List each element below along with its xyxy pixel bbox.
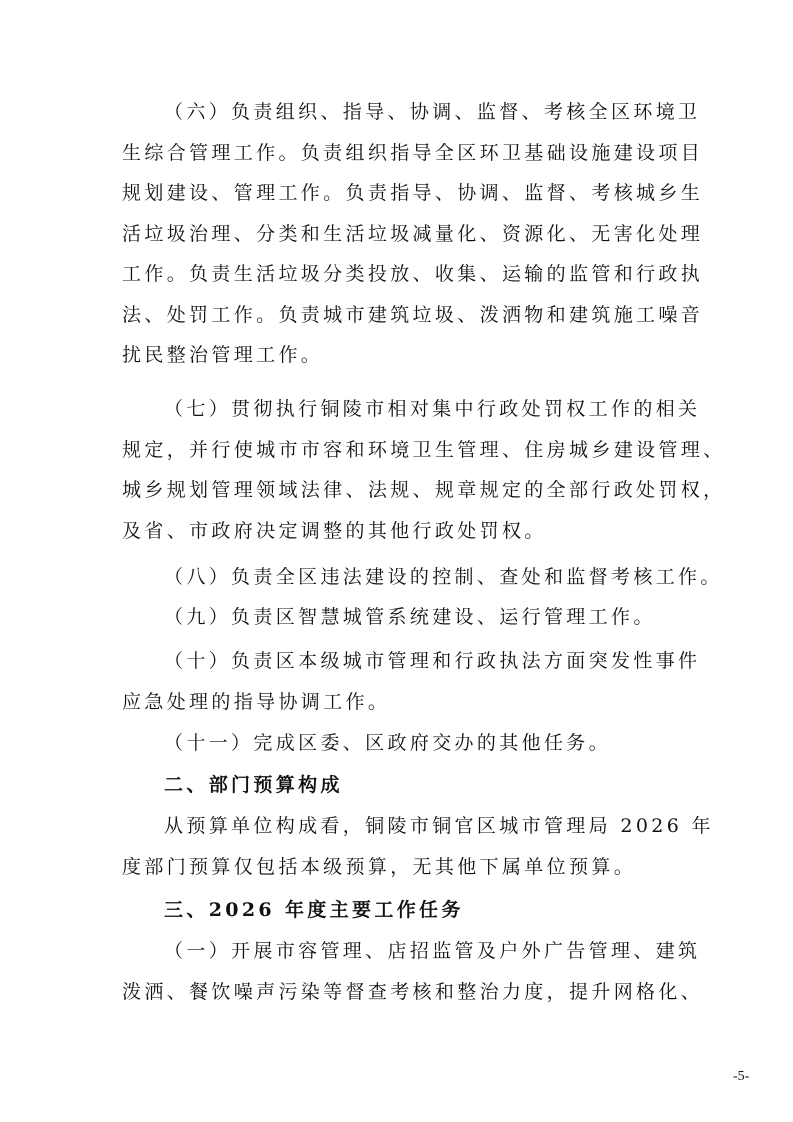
text-line: （十）负责区本级城市管理和行政执法方面突发性事件 xyxy=(164,650,701,672)
paragraph-task-1 xyxy=(122,931,704,1012)
text-line: 法、处罚工作。负责城市建筑垃圾、泼洒物和建筑施工噪音 xyxy=(122,303,704,326)
text-line: （一）开展市容管理、店招监管及户外广告管理、建筑 xyxy=(164,940,701,962)
heading-text: 三、2026 年度主要工作任务 xyxy=(164,899,464,921)
text-line: （八）负责全区违法建设的控制、查处和监督考核工作。 xyxy=(164,566,723,588)
text-line: 城乡规划管理领域法律、法规、规章规定的全部行政处罚权， xyxy=(122,479,726,501)
text-line: 及省、市政府决定调整的其他行政处罚权。 xyxy=(122,519,547,542)
text-line: （九）负责区智慧城管系统建设、运行管理工作。 xyxy=(164,606,656,628)
text-line: 从预算单位构成看，铜陵市铜官区城市管理局 2026 年 xyxy=(164,815,714,837)
text-line: 度部门预算仅包括本级预算，无其他下属单位预算。 xyxy=(122,855,637,878)
heading-text: 二、部门预算构成 xyxy=(164,774,343,796)
text-line: （七）贯彻执行铜陵市相对集中行政处罚权工作的相关 xyxy=(164,398,701,420)
text-line: （十一）完成区委、区政府交办的其他任务。 xyxy=(164,732,612,754)
text-line: 工作。负责生活垃圾分类投放、收集、运输的监管和行政执 xyxy=(122,263,704,285)
section-heading-budget-composition xyxy=(122,765,674,806)
text-line: 扰民整治管理工作。 xyxy=(122,344,324,366)
paragraph-duty-6 xyxy=(122,92,704,376)
section-heading-main-tasks xyxy=(122,890,674,931)
page-number: -5- xyxy=(733,1069,750,1084)
text-line: 应急处理的指导协调工作。 xyxy=(122,690,391,713)
paragraph-duty-10 xyxy=(122,641,701,722)
paragraph-duty-7 xyxy=(122,389,726,551)
text-line: 生综合管理工作。负责组织指导全区环卫基础设施建设项目 xyxy=(122,141,704,164)
paragraph-duty-9 xyxy=(122,597,674,638)
text-line: 规划建设、管理工作。负责指导、协调、监督、考核城乡生 xyxy=(122,182,704,204)
text-line: 活垃圾治理、分类和生活垃圾减量化、资源化、无害化处理 xyxy=(122,222,704,245)
paragraph-duty-11 xyxy=(122,723,674,764)
paragraph-budget-composition xyxy=(122,806,714,887)
paragraph-duty-8 xyxy=(122,557,723,598)
text-line: （六）负责组织、指导、协调、监督、考核全区环境卫 xyxy=(164,101,701,123)
text-line: 泼洒、餐饮噪声污染等督查考核和整治力度，提升网格化、 xyxy=(122,980,704,1003)
text-line: 规定，并行使城市市容和环境卫生管理、住房城乡建设管理、 xyxy=(122,438,726,461)
